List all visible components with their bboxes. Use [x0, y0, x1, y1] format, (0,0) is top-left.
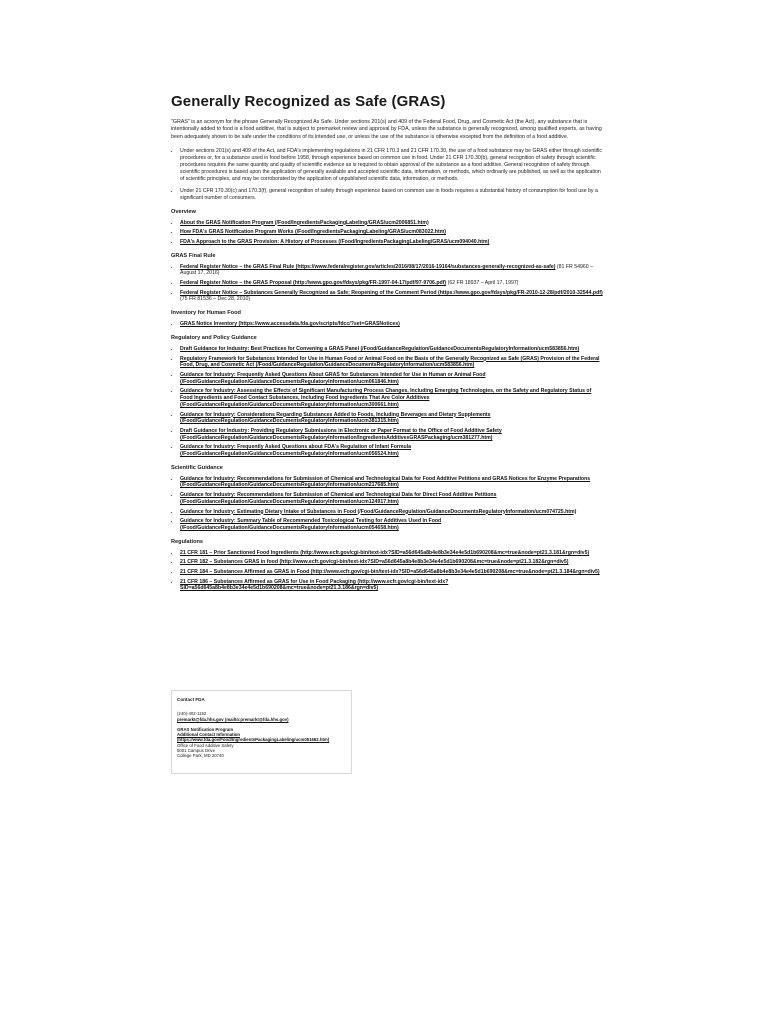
list-item: [180, 280, 603, 287]
list-item: [180, 356, 603, 369]
additional-contact-link[interactable]: Additional Contact Information (https://www.fda.gov/Food/IngredientsPackagingLabeling/ucm051662.htm): [177, 732, 330, 743]
overview-link[interactable]: FDA's Approach to the GRAS Provision: A History of Processes (/Food/IngredientsPackagingLabeling/GRAS/ucm094040.htm): [180, 238, 490, 245]
section-heading-overview: Overview: [171, 208, 196, 215]
guidance-link[interactable]: Guidance for Industry: Frequently Asked Questions about FDA's Regulation of Infant Formula (/Food/GuidanceRegulation/GuidanceDocumentsRegulatoryInformation/ucm056524.htm): [180, 444, 412, 458]
contact-email-link[interactable]: premarkt@fda.hhs.gov (mailto:premarkt@fda.hhs.gov): [177, 716, 289, 722]
overview-link[interactable]: About the GRAS Notification Program (/Food/IngredientsPackagingLabeling/GRAS/ucm2006851.htm): [180, 219, 429, 226]
scientific-link[interactable]: Guidance for Industry: Summary Table of Recommended Toxicological Testing for Additives Used in Food (/Food/GuidanceRegulation/GuidanceDocumentsRegulatoryInformation/ucm054658.htm): [180, 518, 442, 531]
intro-paragraph: "GRAS" is an acronym for the phrase Generally Recognized As Safe. Under sections 201(s) and 409 of the Federal Food, Drug, and Cosmetic Act (the Act), any substance that is intentionally added to food is a food additive, that is subject to premarket review and approval by FDA, unless the substance is generally recognized, among qualified experts, as having been adequately shown to be safe under the conditions of its intended use, or unless the use of the substance is otherwise excepted from the definition of a food additive.: [171, 119, 602, 140]
guidance-link[interactable]: Regulatory Framework for Substances Intended for Use in Human Food or Animal Food on the Basis of the Generally Recognized as Safe (GRAS) Provision of the Federal Food, Drug, and Cosmetic Act (/Food/GuidanceRegulation/GuidanceDocumentsRegulatoryInformation/ucm583856.htm): [180, 355, 600, 369]
contact-title: Contact FDA: [177, 697, 205, 702]
contact-fda-box: [171, 690, 352, 774]
overview-link-list: [171, 220, 603, 246]
intro-bullet: • Under sections 201(s) and 409 of the Act, and FDA's implementing regulations in 21 CFR 170.3 and 21 CFR 170.30, the use of a food substance may be GRAS either through scientific procedures or, for a substance used in food before 1958, through experience based on common use in food. Under 21 CFR 170.30(b), general recognition of safety through scientific procedures requires the same quantity and quality of scientific evidence as is required to obtain approval of the substance as a food additive. General recognition of safety through scientific procedures is based upon the application of generally available and accepted scientific data, information, or methods, which ordinarily are published, as well as the application of scientific principles, and may be corroborated by the application of unpublished scientific data, information, or methods.: [180, 148, 603, 183]
list-item: [180, 559, 603, 566]
list-item: [180, 346, 603, 353]
guidance-link[interactable]: Draft Guidance for Industry: Best Practices for Convening a GRAS Panel (/Food/GuidanceRegulation/GuidanceDocumentsRegulatoryInformation/ucm583856.htm): [180, 345, 580, 352]
list-item: [180, 550, 603, 557]
final-rule-link[interactable]: Federal Register Notice – the GRAS Final Rule (https://www.federalregister.gov/articles/2016/08/17/2016-19164/substances-generally-recognized-as-safe): [180, 263, 556, 270]
section-heading-regulations: Regulations: [171, 538, 204, 545]
contact-address-line-1: 5001 Campus Drive: [177, 748, 215, 754]
list-item: [180, 492, 603, 505]
citation-text: (81 FR 54960 – August 17, 2016): [180, 263, 593, 277]
scientific-link[interactable]: Guidance for Industry: Recommendations for Submission of Chemical and Technological Data for Direct Food Additive Petitions (/Food/GuidanceRegulation/GuidanceDocumentsRegulatoryInformation/ucm124917.htm): [180, 492, 497, 505]
list-item: [180, 229, 603, 236]
contact-program-name: GRAS Notification Program: [177, 726, 234, 732]
list-item: [180, 372, 603, 385]
list-item: [180, 264, 603, 277]
regulatory-guidance-list: [171, 346, 603, 458]
guidance-link[interactable]: Guidance for Industry: Frequently Asked Questions About GRAS for Substances Intended for Use in Human or Animal Food (/Food/GuidanceRegulation/GuidanceDocumentsRegulatoryInformation/ucm061846.htm): [180, 372, 486, 385]
final-rule-link-list: [171, 264, 603, 304]
list-item: [180, 220, 603, 227]
section-heading-final-rule: GRAS Final Rule: [171, 252, 216, 259]
contact-program-block: [177, 727, 346, 759]
guidance-link[interactable]: Guidance for Industry: Assessing the Effects of Significant Manufacturing Process Changes, Including Emerging Technologies, on the Safety and Regulatory Status of Food Ingredients and Food Contact Substances, Including Food Ingredients That Are Color Additives (/Food/GuidanceRegulation/GuidanceDocumentsRegulatoryInformation/ucm300661.htm): [180, 388, 592, 408]
regulation-link[interactable]: 21 CFR 186 – Substances Affirmed as GRAS for Use in Food Packaging (http://www.ecfr.gov/cgi-bin/text-idx?SID=a56d645a8b4e8b3e34e4e5d1b690208&mc=true&node=pt21.3.186&rgn=div5): [180, 578, 449, 592]
list-item: [180, 290, 603, 303]
section-heading-regulatory-guidance: Regulatory and Policy Guidance: [171, 334, 257, 341]
section-heading-scientific-guidance: Scientific Guidance: [171, 464, 223, 471]
list-item: [180, 388, 603, 408]
page-title: Generally Recognized as Safe (GRAS): [171, 93, 446, 110]
intro-bullet: • Under 21 CFR 170.30(c) and 170.3(f), general recognition of safety through experience based on common use in foods requires a substantial history of consumption for food use by a significant number of consumers.: [180, 188, 603, 202]
reopening-link[interactable]: Federal Register Notice – Substances Generally Recognized as Safe; Reopening of the Comment Period (https://www.gpo.gov/fdsys/pkg/FR-2010-12-28/pdf/2010-32544.pdf): [180, 289, 603, 296]
document-body: [171, 93, 603, 595]
list-item: [180, 239, 603, 246]
list-item: [180, 412, 603, 425]
inventory-link[interactable]: GRAS Notice Inventory (https://www.accessdata.fda.gov/scripts/fdcc/?set=GRASNotices): [180, 321, 400, 328]
regulation-link[interactable]: 21 CFR 181 – Prior Sanctioned Food Ingredients (http://www.ecfr.gov/cgi-bin/text-idx?SID=a56d645a8b4e8b3e34e4e5d1b690208&mc=true&node=pt21.3.181&rgn=div5): [180, 549, 590, 556]
scientific-guidance-list: [171, 476, 603, 532]
contact-phone-email: [177, 711, 346, 722]
list-item: [180, 321, 603, 328]
section-heading-inventory: Inventory for Human Food: [171, 310, 241, 317]
overview-link[interactable]: How FDA's GRAS Notification Program Works (/Food/IngredientsPackagingLabeling/GRAS/ucm083022.htm): [180, 229, 447, 236]
scientific-link[interactable]: Guidance for Industry: Recommendations for Submission of Chemical and Technological Data for Food Additive Petitions and GRAS Notices for Enzyme Preparations (/Food/GuidanceRegulation/GuidanceDocumentsRegulatoryInformation/ucm217685.htm): [180, 475, 591, 489]
guidance-link[interactable]: Guidance for Industry: Considerations Regarding Substances Added to Foods, Including Beverages and Dietary Supplements (/Food/GuidanceRegulation/GuidanceDocumentsRegulatoryInformation/ucm381315.htm): [180, 411, 491, 425]
inventory-link-list: [171, 321, 603, 328]
scientific-link[interactable]: Guidance for Industry: Estimating Dietary Intake of Substances in Food (/Food/GuidanceRegulation/GuidanceDocumentsRegulatoryInformation/ucm074725.htm): [180, 508, 577, 515]
list-item: [180, 476, 603, 489]
list-item: [180, 428, 603, 441]
list-item: [180, 518, 603, 531]
list-item: [180, 444, 603, 457]
contact-office: Office of Food Additive Safety: [177, 742, 234, 748]
regulation-link[interactable]: 21 CFR 184 – Substances Affirmed as GRAS in Food (http://www.ecfr.gov/cgi-bin/text-idx?SID=a56d645a8b4e8b3e34e4e5d1b690208&mc=true&node=pt21.3.184&rgn=div5): [180, 569, 600, 576]
citation-text: (75 FR 81536 – Dec 28, 2010): [180, 296, 251, 303]
guidance-link[interactable]: Draft Guidance for Industry: Providing Regulatory Submissions in Electronic or Paper Format to the Office of Food Additive Safety (/Food/GuidanceRegulation/GuidanceDocumentsRegulatoryInformation/IngredientsAdditivesGRASPackaging/ucm381277.htm): [180, 427, 502, 441]
list-item: [180, 579, 603, 592]
regulation-link[interactable]: 21 CFR 182 – Substances GRAS in food (http://www.ecfr.gov/cgi-bin/text-idx?SID=a56d645a8b4e8b3e34e4e5d1b690208&mc=true&node=pt21.3.182&rgn=div5): [180, 559, 569, 566]
list-item: [180, 509, 603, 516]
list-item: [180, 569, 603, 576]
contact-address-line-2: College Park, MD 20740: [177, 753, 224, 759]
proposal-link[interactable]: Federal Register Notice – the GRAS Proposal (http://www.gpo.gov/fdsys/pkg/FR-1997-04-17/pdf/97-9706.pdf): [180, 280, 447, 287]
intro-bullet-list: [171, 148, 603, 201]
contact-phone: (240)-402-1192: [177, 711, 207, 717]
citation-text: (62 FR 18937 – April 17, 1997): [446, 280, 519, 287]
regulations-list: [171, 550, 603, 593]
